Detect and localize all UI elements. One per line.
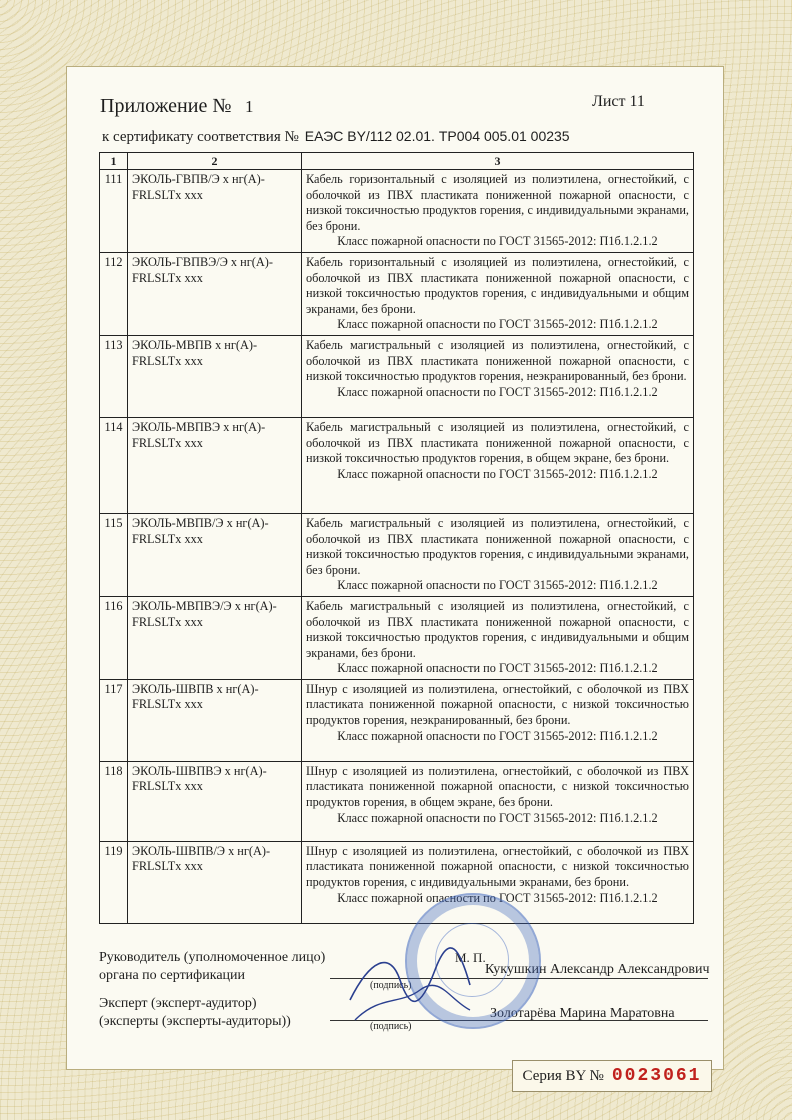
column-header: 3	[302, 153, 694, 170]
series-box	[512, 1060, 712, 1092]
product-description: Кабель магистральный с изоляцией из полиэтилена, огнестойкий, с оболочкой из ПВХ пластиката пониженной пожарной опасности, с низкой токсичностью продуктов горения, с индивидуальными и общим экранами, без брони.	[306, 598, 689, 660]
certificate-line	[102, 128, 570, 146]
signature-caption: (подпись)	[370, 980, 412, 991]
annex-label: Приложение №	[100, 95, 232, 117]
product-name: ЭКОЛЬ-МВПВ х нг(А)-FRLSLTx ххх	[128, 335, 302, 417]
product-description: Шнур с изоляцией из полиэтилена, огнестойкий, с оболочкой из ПВХ пластиката пониженной пожарной опасности, с низкой токсичностью продуктов горения, с индивидуальными экранами, без брони.	[306, 843, 689, 890]
row-number: 114	[100, 417, 128, 513]
cert-number: ЕАЭС BY/112 02.01. ТР004 005.01 00235	[304, 128, 570, 144]
product-description-cell	[302, 513, 694, 596]
product-description: Кабель магистральный с изоляцией из полиэтилена, огнестойкий, с оболочкой из ПВХ пластиката пониженной пожарной опасности, с низкой токсичностью продуктов горения, неэкранированный, без брони.	[306, 337, 689, 384]
fire-class: Класс пожарной опасности по ГОСТ 31565-2012: П1б.1.2.1.2	[337, 578, 658, 593]
fire-class: Класс пожарной опасности по ГОСТ 31565-2012: П1б.1.2.1.2	[337, 466, 658, 481]
table-row	[100, 841, 694, 923]
row-number: 111	[100, 170, 128, 253]
annex-number: 1	[245, 97, 254, 116]
product-description-cell	[302, 252, 694, 335]
product-name: ЭКОЛЬ-ШВПВЭ х нг(А)-FRLSLTx ххх	[128, 761, 302, 841]
head-role-line2: органа по сертификации	[99, 968, 246, 983]
table-row	[100, 679, 694, 761]
mp-label: М. П.	[455, 950, 486, 965]
product-description-cell	[302, 335, 694, 417]
head-role-line1: Руководитель (уполномоченное лицо)	[99, 950, 326, 965]
expert-role-line1: Эксперт (эксперт-аудитор)	[99, 996, 257, 1011]
product-description: Шнур с изоляцией из полиэтилена, огнестойкий, с оболочкой из ПВХ пластиката пониженной пожарной опасности, с низкой токсичностью продуктов горения, в общем экране, без брони.	[306, 763, 689, 810]
fire-class: Класс пожарной опасности по ГОСТ 31565-2012: П1б.1.2.1.2	[337, 661, 658, 676]
row-number: 118	[100, 761, 128, 841]
product-description: Кабель магистральный с изоляцией из полиэтилена, огнестойкий, с оболочкой из ПВХ пластиката пониженной пожарной опасности, с низкой токсичностью продуктов горения, с индивидуальными экранами, без брони.	[306, 515, 689, 577]
products-table	[99, 152, 694, 924]
column-header: 1	[100, 153, 128, 170]
product-description: Кабель горизонтальный с изоляцией из полиэтилена, огнестойкий, с оболочкой из ПВХ пластиката пониженной пожарной опасности, с низкой токсичностью продуктов горения, с индивидуальными экранами, без брони.	[306, 172, 689, 233]
product-description-cell	[302, 761, 694, 841]
table-row	[100, 761, 694, 841]
handwritten-signature	[340, 940, 480, 1030]
row-number: 113	[100, 335, 128, 417]
product-description: Кабель магистральный с изоляцией из полиэтилена, огнестойкий, с оболочкой из ПВХ пластиката пониженной пожарной опасности, с низкой токсичностью продуктов горения, в общем экране, без брони.	[306, 419, 689, 466]
table-row	[100, 335, 694, 417]
series-label: Серия BY №	[522, 1067, 604, 1084]
fire-class: Класс пожарной опасности по ГОСТ 31565-2012: П1б.1.2.1.2	[337, 890, 658, 905]
fire-class: Класс пожарной опасности по ГОСТ 31565-2012: П1б.1.2.1.2	[337, 234, 658, 249]
table-row	[100, 513, 694, 596]
product-description: Шнур с изоляцией из полиэтилена, огнестойкий, с оболочкой из ПВХ пластиката пониженной пожарной опасности, с низкой токсичностью продуктов горения, неэкранированный, без брони.	[306, 681, 689, 728]
table-row	[100, 170, 694, 253]
fire-class: Класс пожарной опасности по ГОСТ 31565-2012: П1б.1.2.1.2	[337, 384, 658, 399]
product-description-cell	[302, 596, 694, 679]
table-row	[100, 417, 694, 513]
product-name: ЭКОЛЬ-ШВПВ х нг(А)-FRLSLTx ххх	[128, 679, 302, 761]
sheet-label: Лист 11	[592, 93, 645, 110]
row-number: 112	[100, 252, 128, 335]
product-description-cell	[302, 417, 694, 513]
product-name: ЭКОЛЬ-МВПВЭ х нг(А)-FRLSLTx ххх	[128, 417, 302, 513]
fire-class: Класс пожарной опасности по ГОСТ 31565-2012: П1б.1.2.1.2	[337, 810, 658, 825]
signature-caption: (подпись)	[370, 1021, 412, 1032]
expert-role-line2: (эксперты (эксперты-аудиторы))	[99, 1014, 291, 1029]
head-name: Кукушкин Александр Александрович	[485, 962, 710, 977]
product-description-cell	[302, 679, 694, 761]
row-number: 116	[100, 596, 128, 679]
cert-prefix: к сертификату соответствия №	[102, 129, 299, 145]
table-row	[100, 596, 694, 679]
product-name: ЭКОЛЬ-ГВПВ/Э х нг(А)-FRLSLTx ххх	[128, 170, 302, 253]
row-number: 117	[100, 679, 128, 761]
fire-class: Класс пожарной опасности по ГОСТ 31565-2012: П1б.1.2.1.2	[337, 728, 658, 743]
product-name: ЭКОЛЬ-МВПВ/Э х нг(А)-FRLSLTx ххх	[128, 513, 302, 596]
product-description: Кабель горизонтальный с изоляцией из полиэтилена, огнестойкий, с оболочкой из ПВХ пластиката пониженной пожарной опасности, с низкой токсичностью продуктов горения, с индивидуальными и общим экранами, без брони.	[306, 254, 689, 316]
series-number: 0023061	[611, 1066, 702, 1086]
product-name: ЭКОЛЬ-ГВПВЭ/Э х нг(А)-FRLSLTx ххх	[128, 252, 302, 335]
expert-name: Золотарёва Марина Маратовна	[490, 1006, 675, 1021]
product-name: ЭКОЛЬ-МВПВЭ/Э х нг(А)-FRLSLTx ххх	[128, 596, 302, 679]
row-number: 119	[100, 841, 128, 923]
row-number: 115	[100, 513, 128, 596]
table-row	[100, 252, 694, 335]
fire-class: Класс пожарной опасности по ГОСТ 31565-2012: П1б.1.2.1.2	[337, 317, 658, 332]
product-description-cell	[302, 170, 694, 253]
table-header-row	[100, 153, 694, 170]
column-header: 2	[128, 153, 302, 170]
product-name: ЭКОЛЬ-ШВПВ/Э х нг(А)-FRLSLTx ххх	[128, 841, 302, 923]
